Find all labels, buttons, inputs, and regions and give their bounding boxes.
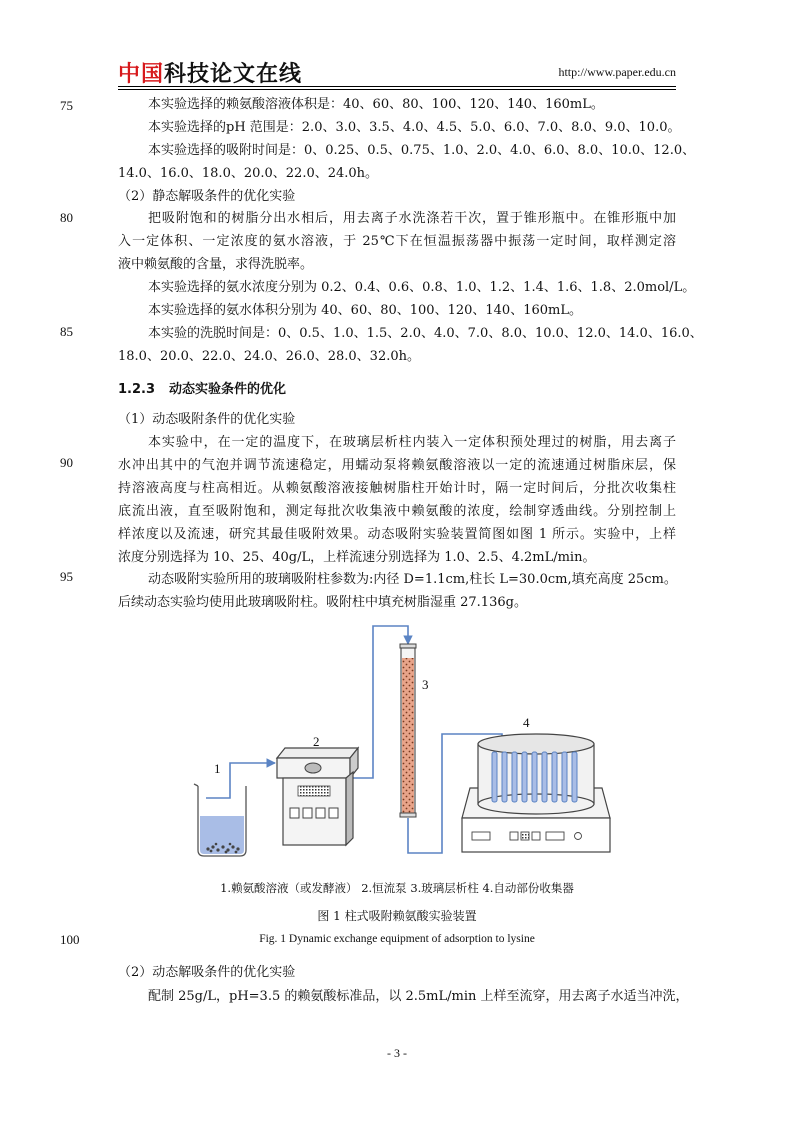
subsection-label: （2）动态解吸条件的优化实验: [118, 965, 296, 980]
pump: [277, 748, 358, 845]
logo-black-part: 科技论文在线: [164, 62, 303, 87]
body-line: 液中赖氨酸的含量，求得洗脱率。: [118, 257, 314, 272]
fraction-collector: [462, 734, 610, 852]
glass-column: [400, 644, 416, 817]
body-line: 后续动态实验均使用此玻璃吸附柱。吸附柱中填充树脂湿重 27.136g。: [118, 595, 527, 610]
body-line: 本实验的洗脱时间是：0、0.5、1.0、1.5、2.0、4.0、7.0、8.0、10.0、12.0、14.0、16.0、: [148, 326, 703, 341]
figure-label-2: 2: [313, 734, 320, 749]
body-line: 14.0、16.0、18.0、20.0、22.0、24.0h。: [118, 166, 379, 181]
body-line: 底流出液，直至吸附饱和，测定每批次收集液中赖氨酸的浓度，绘制穿透曲线。分别控制上: [118, 504, 676, 519]
line-number: 90: [60, 455, 73, 470]
figure-label-4: 4: [523, 715, 530, 730]
body-line: 样浓度以及流速，研究其最佳吸附效果。动态吸附实验装置简图如图 1 所示。实验中，上样: [118, 527, 676, 542]
line-number: 100: [60, 932, 80, 947]
body-line: 持溶液高度与柱高相近。从赖氨酸溶液接触树脂柱开始计时，隔一定时间后，分批次收集柱: [118, 481, 676, 496]
body-line: 浓度分别选择为 10、25、40g/L，上样流速分别选择为 1.0、2.5、4.2mL/min。: [118, 550, 596, 565]
section-title: 动态实验条件的优化: [169, 382, 287, 397]
page-header: [118, 55, 676, 85]
body-line: 水冲出其中的气泡并调节流速稳定，用蠕动泵将赖氨酸溶液以一定的流速通过树脂床层，保: [118, 458, 676, 473]
figure-caption-cn: 图 1 柱式吸附赖氨酸实验装置: [317, 909, 477, 923]
subsection-label: （1）动态吸附条件的优化实验: [118, 412, 296, 427]
body-line: 入一定体积、一定浓度的氨水溶液，于 25℃下在恒温振荡器中振荡一定时间，取样测定溶: [118, 234, 676, 249]
logo-red-part: 中国: [118, 62, 165, 87]
header-rule-thick: [118, 86, 676, 87]
figure-caption-en: Fig. 1 Dynamic exchange equipment of adsorption to lysine: [259, 933, 535, 945]
line-number: 85: [60, 324, 73, 339]
section-number: 1.2.3: [118, 382, 156, 397]
section-heading: [118, 379, 676, 401]
body-line: 本实验选择的赖氨酸溶液体积是：40、60、80、100、120、140、160mL。: [148, 97, 604, 112]
body-line: 本实验选择的pH 范围是：2.0、3.0、3.5、4.0、4.5、5.0、6.0、7.0、8.0、9.0、10.0。: [148, 120, 681, 135]
subsection-label: （2）静态解吸条件的优化实验: [118, 189, 296, 204]
figure-label-1: 1: [214, 761, 221, 776]
tubing-pump-to-column: [350, 626, 408, 778]
apparatus-figure: [180, 618, 620, 868]
page-number: - 3 -: [387, 1046, 407, 1060]
body-line: 动态吸附实验所用的玻璃吸附柱参数为:内径 D=1.1cm,柱长 L=30.0cm,填充高度 25cm。: [148, 572, 677, 587]
body-line: 本实验选择的氨水体积分别为 40、60、80、100、120、140、160mL。: [148, 303, 582, 318]
body-line: 本实验选择的吸附时间是：0、0.25、0.5、0.75、1.0、2.0、4.0、6.0、8.0、10.0、12.0、: [148, 143, 696, 158]
line-number: 95: [60, 569, 73, 584]
body-line: 把吸附饱和的树脂分出水相后，用去离子水洗涤若干次，置于锥形瓶中。在锥形瓶中加: [148, 211, 676, 226]
figure-label-3: 3: [422, 677, 429, 692]
header-url[interactable]: http://www.paper.edu.cn: [558, 65, 676, 79]
body-line: 本实验中，在一定的温度下，在玻璃层析柱内装入一定体积预处理过的树脂，用去离子: [148, 435, 676, 450]
line-number: 75: [60, 98, 73, 113]
body-line: 18.0、20.0、22.0、24.0、26.0、28.0、32.0h。: [118, 349, 420, 364]
line-number: 80: [60, 210, 73, 225]
journal-logo: [118, 57, 302, 88]
header-rule-thin: [118, 89, 676, 90]
body-line: 本实验选择的氨水浓度分别为 0.2、0.4、0.6、0.8、1.0、1.2、1.4、1.6、1.8、2.0mol/L。: [148, 280, 696, 295]
body-line: 配制 25g/L，pH=3.5 的赖氨酸标准品，以 2.5mL/min 上样至流穿，用去离子水适当冲洗，: [148, 989, 689, 1004]
apparatus-diagram: [180, 618, 620, 868]
figure-legend: 1.赖氨酸溶液（或发酵液） 2.恒流泵 3.玻璃层析柱 4.自动部份收集器: [220, 881, 574, 895]
beaker: [194, 784, 246, 856]
